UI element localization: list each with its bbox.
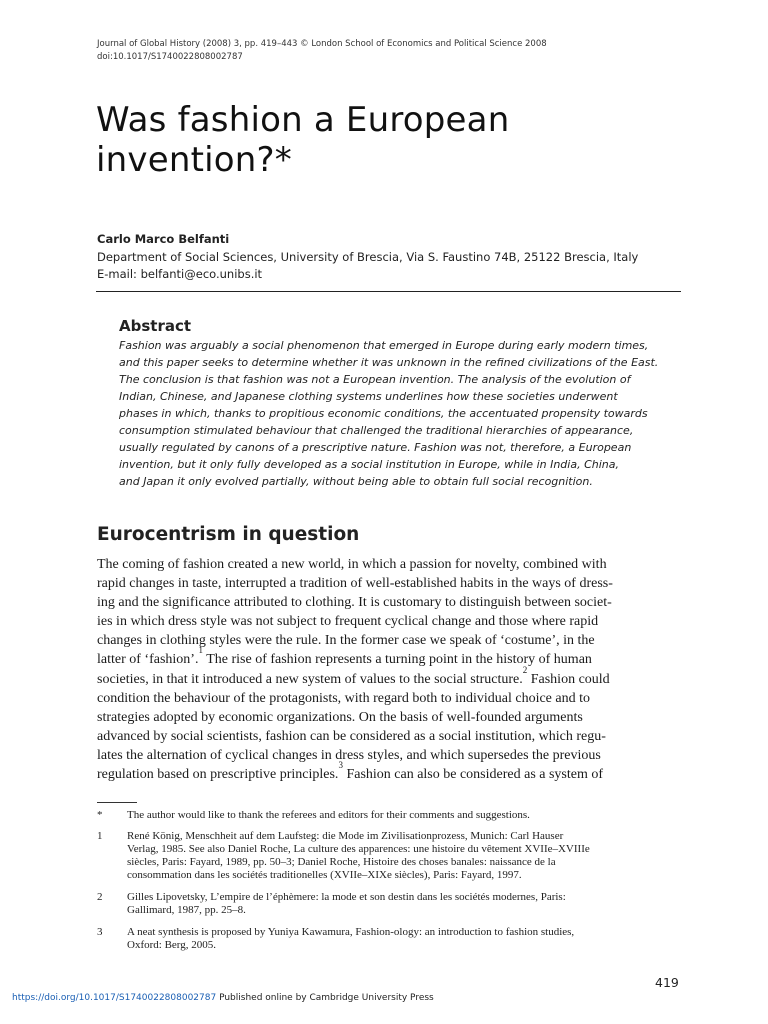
body-line-text: changes in clothing styles were the rule. In the former case we speak of ‘costume’, in the	[97, 633, 595, 649]
abstract-line: The conclusion is that fashion was not a European invention. The analysis of the evolution of	[119, 373, 631, 386]
body-line	[97, 689, 681, 708]
journal-citation: Journal of Global History (2008) 3, pp. 419–443 © London School of Economics and Political Science 2008	[97, 39, 547, 49]
abstract-line: phases in which, thanks to propitious economic conditions, the accentuated propensity towards	[119, 407, 648, 420]
header-divider	[96, 291, 681, 292]
title-line-1: Was fashion a European	[96, 100, 510, 140]
footnote-mark: 3	[97, 926, 103, 938]
abstract-line: consumption stimulated behaviour that challenged the traditional hierarchies of appearance,	[119, 424, 634, 437]
body-line	[97, 727, 681, 746]
paper-title	[96, 100, 696, 180]
author-affiliation-block	[97, 249, 638, 283]
body-line	[97, 664, 681, 689]
footnote-line: A neat synthesis is proposed by Yuniya Kawamura, Fashion-ology: an introduction to fashion studies,	[127, 926, 575, 938]
footnote-mark: *	[97, 809, 103, 821]
footnote-line: Verlag, 1985. See also Daniel Roche, La culture des apparences: une histoire du vêtement XVIIe–XVIIIe	[127, 843, 590, 855]
body-line-text: regulation based on prescriptive principles.	[97, 767, 339, 783]
abstract-line: and this paper seeks to determine whether it was unknown in the refined civilizations of the East.	[119, 356, 659, 369]
footnote-ref-2[interactable]: 2	[522, 664, 528, 675]
body-line-text: latter of ‘fashion’.	[97, 652, 199, 668]
footnote-mark: 1	[97, 830, 103, 842]
author-affiliation: Department of Social Sciences, University of Brescia, Via S. Faustino 74B, 25122 Brescia, Italy	[97, 250, 639, 264]
body-line-text: Fashion could	[527, 671, 610, 687]
body-line	[97, 760, 681, 784]
page-number: 419	[655, 975, 679, 990]
body-paragraph	[97, 555, 681, 784]
doi-line: doi:10.1017/S1740022808002787	[97, 52, 243, 62]
footnote-line: The author would like to thank the referees and editors for their comments and suggestions.	[127, 809, 530, 821]
abstract-line: and Japan it only evolved partially, without being able to obtain full social recognition.	[119, 475, 593, 488]
body-line	[97, 574, 681, 593]
body-line-text: condition the behaviour of the protagonists, with regard both to individual choice and to	[97, 690, 591, 706]
body-line-text: rapid changes in taste, interrupted a tradition of well-established habits in the ways of dress-	[97, 576, 613, 592]
section-heading: Eurocentrism in question	[97, 524, 360, 545]
abstract-line: invention, but it only fully developed as a social institution in Europe, while in India, China,	[119, 458, 620, 471]
footnote-line: consommation dans les sociétés traditionelles (XVIIe–XIXe siècles), Paris: Fayard, 1997.	[127, 869, 522, 881]
abstract-line: usually regulated by canons of a prescriptive nature. Fashion was not, therefore, a European	[119, 441, 632, 454]
body-line-text: The coming of fashion created a new world, in which a passion for novelty, combined with	[97, 557, 607, 572]
body-line-text: The rise of fashion represents a turning point in the history of human	[202, 652, 592, 668]
footnote-ref-1[interactable]: 1	[198, 645, 203, 656]
body-line	[97, 631, 681, 650]
footnote-line: Gallimard, 1987, pp. 25–8.	[127, 904, 246, 916]
body-line-text: advanced by social scientists, fashion can be considered as a social institution, which regu-	[97, 728, 606, 744]
published-note: Published online by Cambridge University Press	[216, 993, 434, 1003]
journal-header	[97, 38, 547, 64]
footnote-ref-3[interactable]: 3	[338, 760, 343, 771]
author-email[interactable]: E-mail: belfanti@eco.unibs.it	[97, 267, 263, 281]
title-line-2: invention?*	[96, 140, 292, 180]
abstract-line: Indian, Chinese, and Japanese clothing systems underlines how these societies underwent	[119, 390, 618, 403]
body-line-text: ing and the significance attributed to clothing. It is customary to distinguish between societ-	[97, 595, 612, 611]
body-line-text: strategies adopted by economic organizations. On the basis of well-founded arguments	[97, 709, 583, 725]
body-line-text: societies, in that it introduced a new system of values to the social structure.	[97, 671, 523, 687]
body-line	[97, 612, 681, 631]
body-line-text: ies in which dress style was not subject to frequent cyclical change and those where rapid	[97, 614, 599, 630]
abstract-text	[119, 337, 659, 490]
body-line	[97, 645, 681, 669]
footer	[12, 993, 434, 1003]
body-line-text: Fashion can also be considered as a system of	[342, 767, 604, 783]
footnote-line: siècles, Paris: Fayard, 1989, pp. 50–3; Daniel Roche, Histoire des choses banales: naissance de la	[127, 856, 556, 868]
abstract-line: Fashion was arguably a social phenomenon that emerged in Europe during early modern times,	[119, 339, 649, 352]
footnote-line: Oxford: Berg, 2005.	[127, 939, 217, 951]
doi-link[interactable]: https://doi.org/10.1017/S1740022808002787	[12, 993, 217, 1003]
author-name: Carlo Marco Belfanti	[97, 232, 230, 246]
abstract-heading: Abstract	[119, 317, 192, 335]
body-line	[97, 708, 681, 727]
body-line	[97, 555, 681, 574]
body-line-text: lates the alternation of cyclical changes in dress styles, and which supersedes the previous	[97, 747, 601, 763]
footnote-mark: 2	[97, 891, 103, 903]
footnote-line: Gilles Lipovetsky, L’empire de l’éphèmere: la mode et son destin dans les sociétés modernes, Paris:	[127, 891, 566, 903]
body-line	[97, 746, 681, 765]
footnote-line: René König, Menschheit auf dem Laufsteg: die Mode im Zivilisationprozess, Munich: Carl Hauser	[127, 830, 564, 842]
body-line	[97, 593, 681, 612]
footnote-divider	[97, 802, 137, 803]
